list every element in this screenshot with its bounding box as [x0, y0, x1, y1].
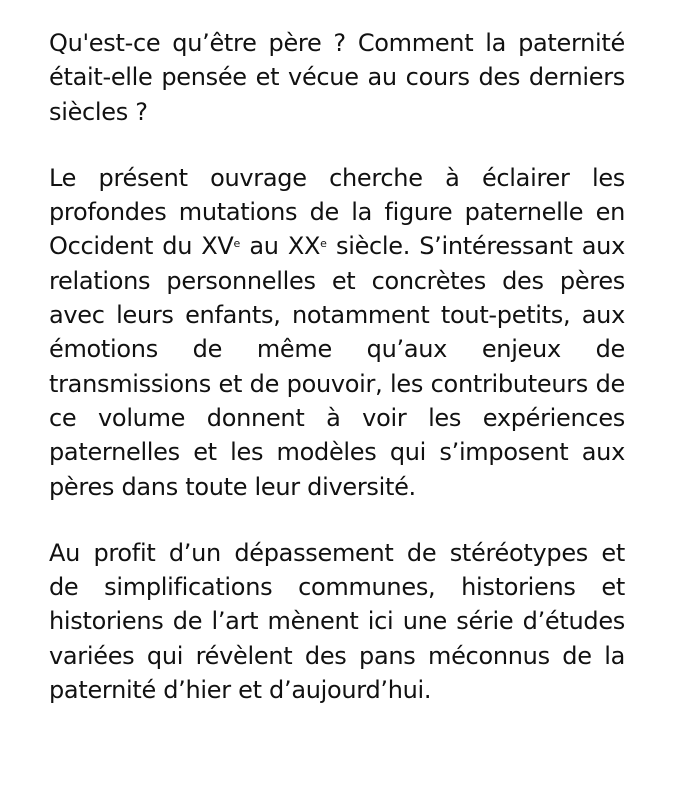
paragraph-text-part: siècle. S’intéressant aux relations personnelles et concrètes des pères avec leurs enfants, notamment tout-petits, aux émotions de même qu’aux enjeux de transmissions et de pouvoir, les contributeurs de ce volume donnent à voir les expériences paternelles et les modèles qui s’imposent aux pères dans toute leur diversité. [49, 232, 625, 501]
paragraph-text-part: Le présent ouvrage cherche à éclairer les profondes mutations de la figure paternelle en Occident du XV [49, 163, 625, 261]
century-superscript: e [320, 237, 327, 251]
paragraph-text: Au profit d’un dépassement de stéréotypes et de simplifications communes, historiens et historiens de l’art mènent ici une série d’études variées qui révèlent des pans méconnus de la paternité d’hier et d’aujourd’hui. [49, 538, 625, 705]
paragraph-text: Qu'est-ce qu’être père ? Comment la paternité était-elle pensée et vécue au cours des derniers siècles ? [49, 29, 625, 126]
century-superscript: e [233, 237, 241, 251]
book-blurb [49, 26, 625, 707]
paragraph-intro-question [49, 26, 625, 129]
paragraph-text-part: au XX [240, 232, 321, 261]
paragraph-approach [49, 536, 625, 707]
paragraph-book-description [49, 161, 625, 504]
